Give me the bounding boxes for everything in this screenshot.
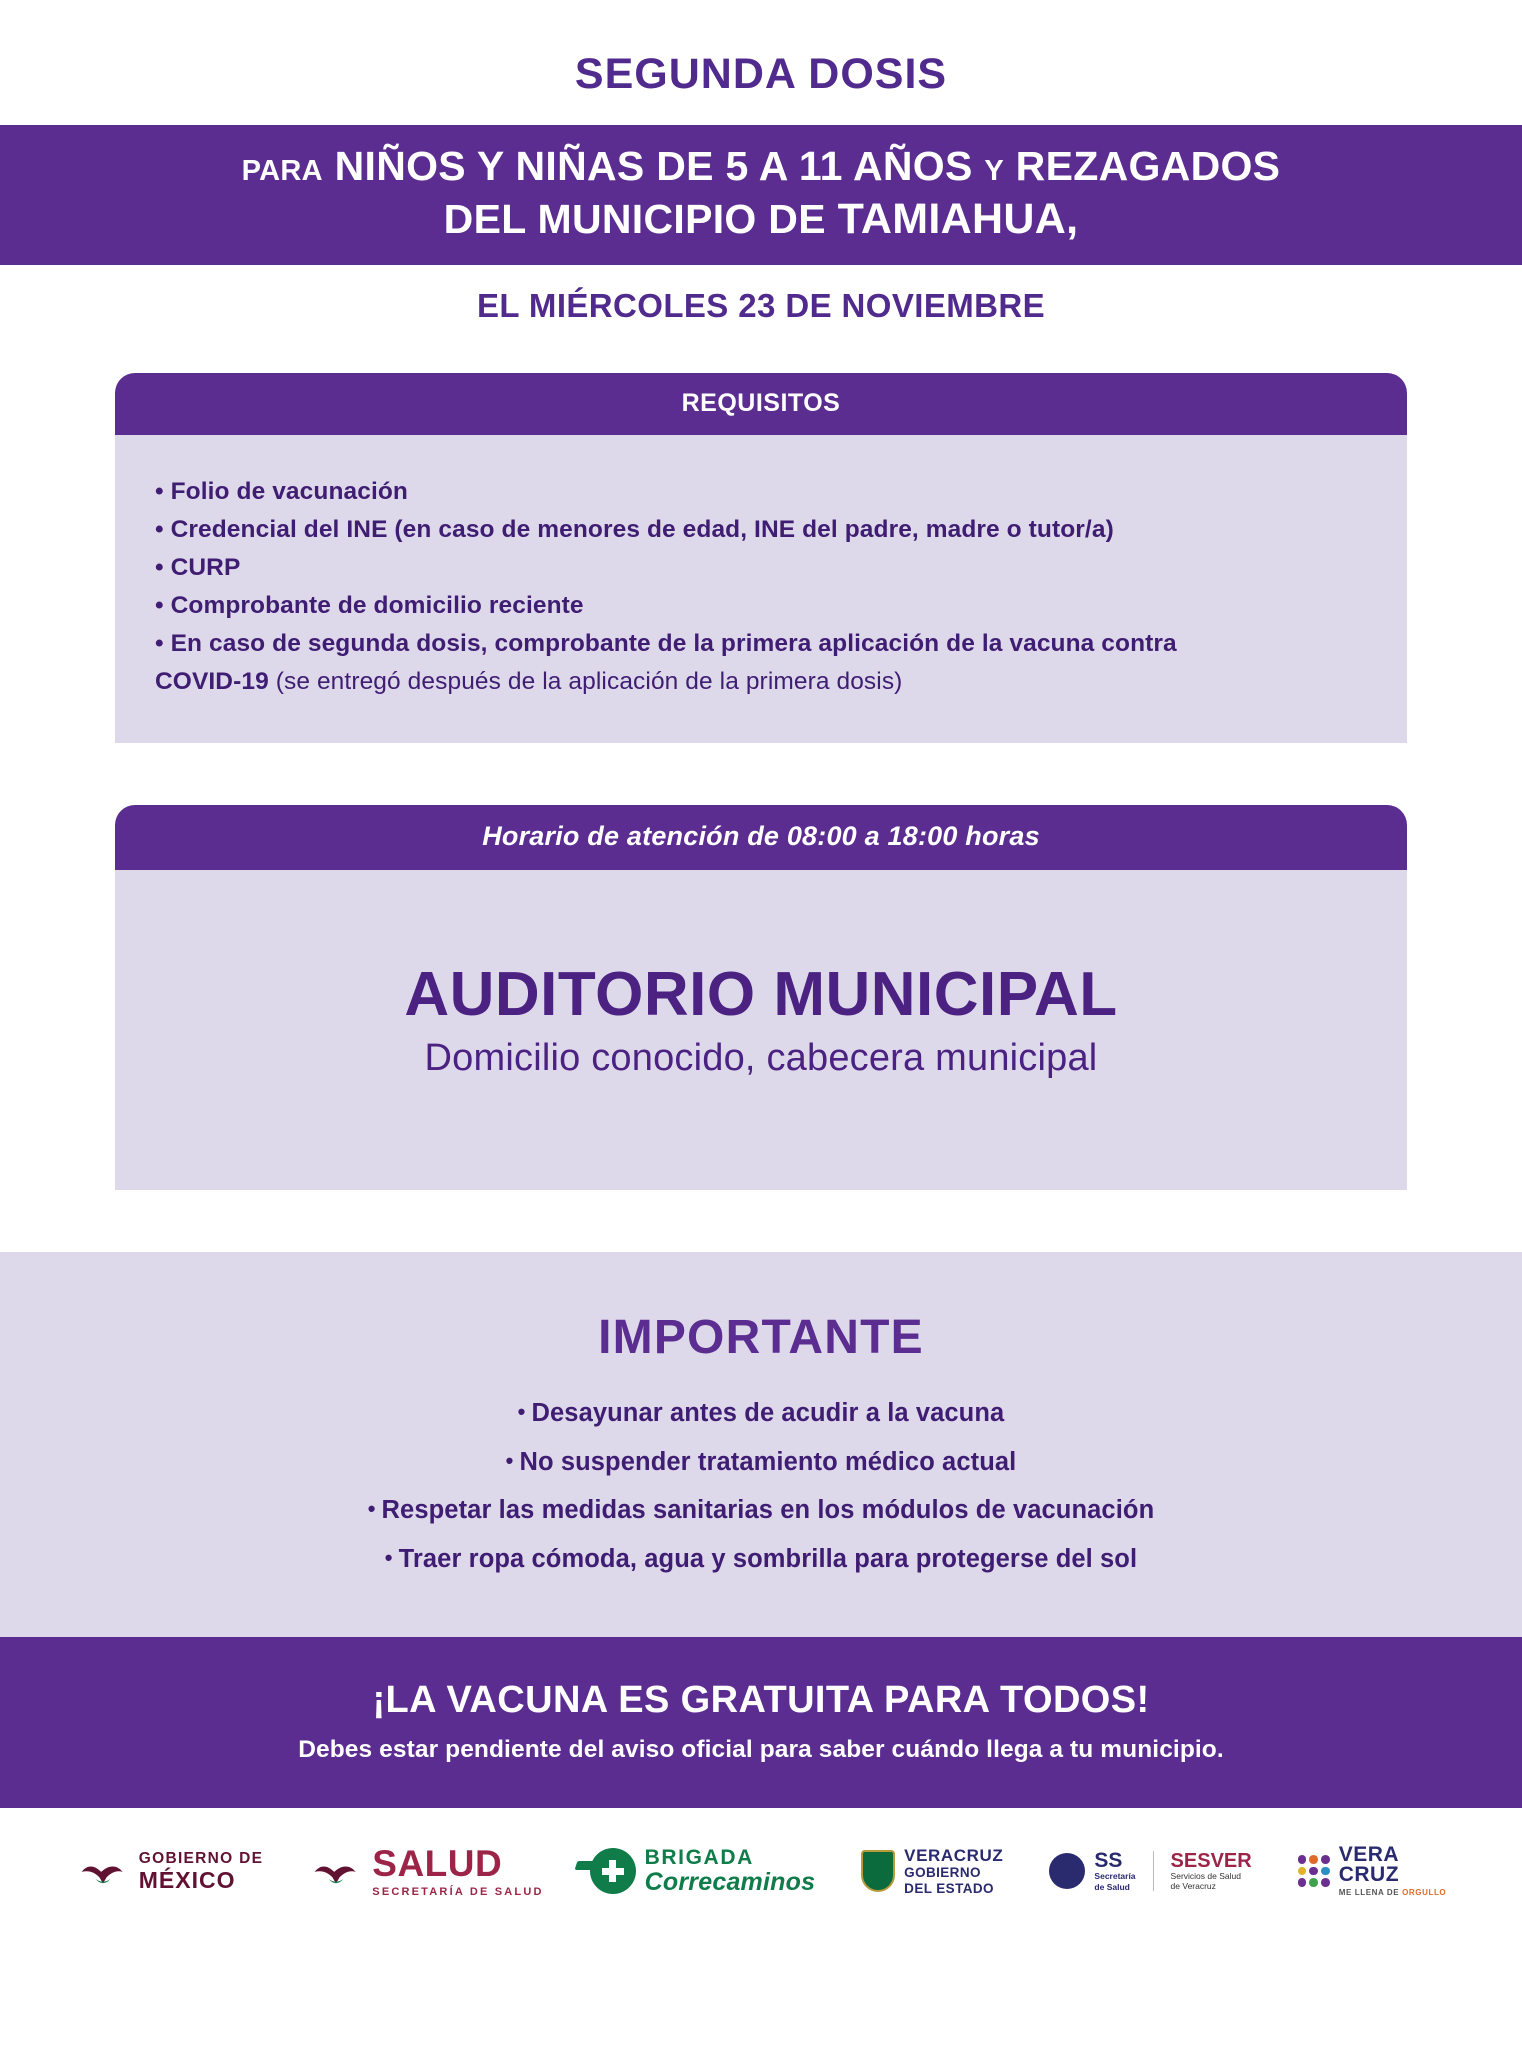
logo-vc-line2: CRUZ xyxy=(1338,1863,1400,1887)
footer-banner xyxy=(0,1637,1522,1808)
logo-sesver-sub2: de Veracruz xyxy=(1170,1881,1216,1892)
header-purple-band xyxy=(0,125,1522,265)
logo-strip xyxy=(0,1808,1522,1934)
logo-brigada-line2: Correcaminos xyxy=(644,1868,816,1897)
horario-heading: Horario de atención de 08:00 a 18:00 horas xyxy=(115,805,1407,870)
list-item xyxy=(0,1486,1522,1534)
logo-salud xyxy=(309,1842,544,1898)
logo-gobierno-line2: MÉXICO xyxy=(138,1866,236,1893)
horario-card xyxy=(115,805,1407,1190)
logo-vc-line1: VERA xyxy=(1338,1843,1400,1867)
list-item: • Folio de vacunación xyxy=(155,478,408,506)
list-item xyxy=(0,1535,1522,1583)
logo-vc-tag-strong: ORGULLO xyxy=(1402,1888,1447,1898)
logo-sesver-sub1: Servicios de Salud xyxy=(1170,1870,1241,1881)
logo-salud-title: SALUD xyxy=(372,1842,503,1884)
header-line-2 xyxy=(40,193,1482,245)
list-item xyxy=(0,1389,1522,1437)
covid-label: COVID-19 xyxy=(155,668,269,696)
state-seal-icon xyxy=(1049,1853,1085,1889)
requisitos-body xyxy=(115,435,1407,743)
logo-sesver-abbr: SESVER xyxy=(1170,1849,1252,1872)
logo-gobierno-veracruz xyxy=(861,1846,1003,1897)
list-item: • CURP xyxy=(155,554,241,582)
logo-gobierno-line1: GOBIERNO DE xyxy=(138,1850,264,1868)
eagle-icon xyxy=(76,1854,130,1888)
header-line-2-prefix: DEL MUNICIPIO DE xyxy=(443,196,826,243)
list-item-label: No suspender tratamiento médico actual xyxy=(519,1447,1017,1476)
list-item-label: Respetar las medidas sanitarias en los módulos de vacunación xyxy=(381,1496,1155,1525)
list-item: • Credencial del INE (en caso de menores de edad, INE del padre, madre o tutor/a) xyxy=(155,516,1114,544)
importante-list xyxy=(0,1389,1522,1583)
event-date: EL MIÉRCOLES 23 DE NOVIEMBRE xyxy=(476,287,1046,325)
logo-ss-abbr: SS xyxy=(1094,1849,1123,1873)
wing-icon xyxy=(574,1861,603,1870)
header-line-1 xyxy=(40,141,1482,191)
header-line-1-main: NIÑOS Y NIÑAS DE 5 A 11 AÑOS xyxy=(334,143,973,189)
bullet-icon: • xyxy=(505,1447,514,1473)
footer-subtext: Debes estar pendiente del aviso oficial para saber cuándo llega a tu municipio. xyxy=(298,1736,1224,1764)
header-line-1-conj: Y xyxy=(984,155,1004,187)
divider xyxy=(1153,1851,1154,1891)
header-line-2-place: TAMIAHUA, xyxy=(837,195,1079,244)
eagle-icon xyxy=(309,1854,363,1888)
dots-mosaic-icon xyxy=(1298,1855,1330,1887)
footer-headline: ¡LA VACUNA ES GRATUITA PARA TODOS! xyxy=(372,1679,1150,1722)
logo-salud-subtitle: SECRETARÍA DE SALUD xyxy=(372,1885,544,1898)
venue-name: AUDITORIO MUNICIPAL xyxy=(404,960,1118,1030)
venue-body xyxy=(115,870,1407,1190)
logo-vc-tagline xyxy=(1339,1888,1447,1897)
shield-icon xyxy=(861,1850,895,1892)
logo-veracruz-line1: VERACRUZ xyxy=(904,1845,1004,1865)
list-item-label: Desayunar antes de acudir a la vacuna xyxy=(531,1399,1005,1428)
logo-sesver xyxy=(1049,1850,1251,1891)
requisitos-heading: REQUISITOS xyxy=(115,373,1407,435)
medical-cross-icon xyxy=(590,1848,636,1894)
importante-title: IMPORTANTE xyxy=(598,1311,924,1365)
logo-veracruz-line3: DEL ESTADO xyxy=(904,1880,994,1896)
header-line-1-prefix: PARA xyxy=(241,155,323,187)
list-item-continuation xyxy=(155,663,1367,701)
importante-section xyxy=(0,1252,1522,1637)
requisitos-card xyxy=(115,373,1407,743)
bullet-icon: • xyxy=(517,1399,526,1425)
header-line-1-tail: REZAGADOS xyxy=(1015,143,1281,189)
logo-gobierno-de-mexico xyxy=(76,1850,264,1892)
venue-address: Domicilio conocido, cabecera municipal xyxy=(424,1037,1098,1080)
logo-veracruz-orgullo xyxy=(1298,1845,1447,1897)
bullet-icon: • xyxy=(384,1544,393,1570)
list-item-label: Traer ropa cómoda, agua y sombrilla para protegerse del sol xyxy=(398,1544,1138,1573)
logo-brigada-line1: BRIGADA xyxy=(644,1845,754,1869)
list-item: • Comprobante de domicilio reciente xyxy=(155,592,584,620)
logo-brigada-correcaminos xyxy=(590,1847,816,1895)
page-title: SEGUNDA DOSIS xyxy=(574,50,948,98)
list-item xyxy=(0,1438,1522,1486)
logo-veracruz-line2: GOBIERNO xyxy=(904,1865,981,1881)
covid-note: (se entregó después de la aplicación de la primera dosis) xyxy=(268,668,903,696)
logo-ss-sub1: Secretaría xyxy=(1094,1871,1136,1882)
bullet-icon: • xyxy=(367,1496,376,1522)
logo-vc-tag-pre: ME LLENA DE xyxy=(1338,1888,1403,1898)
list-item: • En caso de segunda dosis, comprobante de la primera aplicación de la vacuna contra xyxy=(155,630,1177,658)
logo-ss-sub2: de Salud xyxy=(1094,1881,1130,1892)
